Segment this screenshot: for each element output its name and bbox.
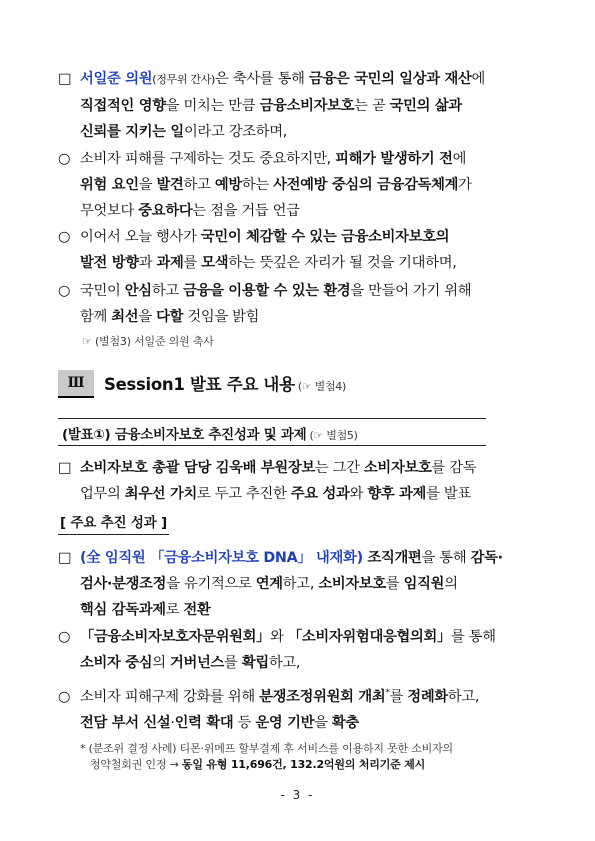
text-run-blue: (全 임직원 「금융소비자보호 DNA」 내재화) <box>80 550 363 566</box>
text-run: 을 통해 <box>421 550 471 566</box>
text-run-bold: 소비자보호 <box>363 460 432 476</box>
text-run: 무엇보다 <box>80 203 139 219</box>
text-run-bold: 임직원 <box>403 576 445 592</box>
text-run-bold: 소비자 중심 <box>80 655 153 671</box>
text-run-bold: 국민이 체감할 수 있는 금융소비자보호의 <box>200 229 450 245</box>
paragraph-commitment <box>58 278 540 330</box>
text-run-bold: 「금융소비자보호자문위원회」 <box>80 629 271 645</box>
text-run-bold: 금융은 국민의 일상과 재산 <box>308 71 472 87</box>
text-run-bold: 예방 <box>214 177 242 193</box>
section-ref: (☞ 별첨4) <box>294 380 346 393</box>
page-number: - 3 - <box>280 788 315 802</box>
text-run: 하는 뜻깊은 자리가 될 것을 기대하며, <box>228 255 457 271</box>
section-title-text: Session1 발표 주요 내용 <box>104 375 295 394</box>
text-run-bold: 조직개편 <box>362 550 422 566</box>
square-bullet-icon: □ <box>58 550 72 566</box>
paragraph-governance <box>58 624 540 676</box>
text-run-bold: 소비자보호 총괄 담당 김욱배 부원장보 <box>80 460 315 476</box>
text-run-bold: 소비자보호 <box>318 576 386 592</box>
text-run-bold: 신뢰를 지키는 일 <box>80 124 184 140</box>
section-title <box>104 371 346 395</box>
text-run: 를 통해 <box>451 629 496 645</box>
text-run: 등 <box>233 714 256 731</box>
subheader-text <box>62 423 358 443</box>
speaker-role: (정무위 간사) <box>152 73 216 86</box>
text-run-bold: 검사·분쟁조정 <box>80 576 167 592</box>
text-run: 함께 <box>80 309 112 325</box>
text-run-bold: 분쟁조정위원회 개최 <box>259 688 386 705</box>
text-run: 로 두고 추진한 <box>197 486 291 502</box>
text-run-bold: 금융을 이용할 수 있는 환경 <box>183 283 351 299</box>
text-run: 하고, <box>282 576 319 592</box>
text-run-bold: 직접적인 영향 <box>80 98 166 114</box>
text-run: 하고, <box>268 655 301 671</box>
text-run: 를 <box>224 655 242 671</box>
section-header <box>58 370 488 398</box>
text-run-bold: 주요 성과 <box>290 486 350 502</box>
text-run: 를 감독 <box>431 460 477 476</box>
square-bullet-icon: □ <box>58 460 72 476</box>
text-run-bold: 국민의 삶과 <box>389 98 462 114</box>
text-run-bold: 운영 기반 <box>255 714 315 731</box>
text-run: 하고 <box>151 283 184 299</box>
text-run-bold: 향후 과제 <box>367 486 427 502</box>
text-run: 하는 <box>241 177 274 193</box>
paragraph-prevention <box>58 146 540 224</box>
text-run: 를 <box>389 688 408 705</box>
circle-bullet-icon: ○ <box>58 283 71 299</box>
footnote-text: 청약철회권 인정 → <box>90 758 182 771</box>
text-run-bold: 모색 <box>201 255 229 271</box>
text-run-bold: 인력 확대 <box>174 714 234 731</box>
footnote-line-1: * (분조위 결정 사례) 티몬·위메프 할부결제 후 서비스를 이용하지 못한 소비자의 <box>80 742 453 755</box>
text-run: 소비자 피해를 구제하는 것도 중요하지만, <box>80 151 336 167</box>
text-run-bold: 전환 <box>183 602 211 618</box>
text-run-bold: 확충 <box>331 714 359 731</box>
text-run: 하고 <box>183 177 215 193</box>
text-run-bold: 정례화 <box>407 688 448 705</box>
text-run: 것임을 밝힘 <box>183 309 260 325</box>
text-run-bold: 거버넌스 <box>170 655 225 671</box>
text-run: 에 <box>471 71 486 87</box>
circle-bullet-icon: ○ <box>58 629 71 645</box>
text-run-bold: 발견 <box>156 177 184 193</box>
text-run: 은 축사를 통해 <box>215 71 309 87</box>
text-run: 소비자 피해구제 강화를 위해 <box>80 688 260 705</box>
footnote-text-bold: 동일 유형 11,696건, 132.2억원의 처리기준 제시 <box>181 758 426 771</box>
text-run: 의 <box>444 576 458 592</box>
text-run: 을 <box>138 309 157 325</box>
text-run: 을 <box>138 177 157 193</box>
text-run: 와 <box>270 629 288 645</box>
paragraph-presenter <box>58 455 540 507</box>
text-run-bold: 과제 <box>156 255 184 271</box>
text-run: 의 <box>152 655 170 671</box>
text-run: 이어서 오늘 행사가 <box>80 229 201 245</box>
speaker-name: 서일준 의원 <box>80 71 153 87</box>
text-run-bold: 「소비자위험대응협의회」 <box>287 629 451 645</box>
text-run: 는 점을 거듭 언급 <box>192 203 300 219</box>
text-run-bold: 사전예방 중심의 금융감독체계 <box>273 177 459 193</box>
text-run-bold: 감독· <box>470 550 503 566</box>
text-run: 을 미치는 만큼 <box>165 98 260 114</box>
text-run-bold: 최선 <box>111 309 139 325</box>
text-run: 이라고 강조하며, <box>183 124 288 140</box>
circle-bullet-icon: ○ <box>58 688 71 705</box>
text-run: 로 <box>165 602 184 618</box>
text-run: 와 <box>349 486 368 502</box>
circle-bullet-icon: ○ <box>58 151 71 167</box>
text-run: 을 <box>314 714 332 731</box>
text-run-bold: 핵심 감독과제 <box>80 602 166 618</box>
text-run: 국민이 <box>80 283 125 299</box>
text-run: 에 <box>452 151 467 167</box>
text-run: 과 <box>138 255 157 271</box>
paragraph-org-reform <box>58 545 540 623</box>
square-bullet-icon: □ <box>58 71 72 87</box>
section-number: Ⅲ <box>58 370 94 398</box>
presentation-subheader <box>58 418 486 446</box>
text-run: 는 그간 <box>314 460 364 476</box>
footnote-marker: * <box>385 688 390 698</box>
text-run-bold: 다할 <box>156 309 184 325</box>
attachment-note: ☞ (별첨3) 서일준 의원 축사 <box>82 335 214 348</box>
text-run-bold: 연계 <box>255 576 283 592</box>
text-run-bold: 위험 요인 <box>80 177 139 193</box>
paragraph-expectation <box>58 224 540 276</box>
text-run-bold: 확립 <box>241 655 269 671</box>
text-run-bold: 최우선 가치 <box>124 486 198 502</box>
paragraph-lawmaker-speech <box>58 66 540 145</box>
subheader-title: (발표①) 금융소비자보호 추진성과 및 과제 <box>62 427 307 443</box>
text-run-bold: 전담 부서 신설 <box>80 714 171 731</box>
text-run: 를 <box>385 576 404 592</box>
text-run: · <box>170 714 175 731</box>
circle-bullet-icon: ○ <box>58 229 71 245</box>
subheader-ref: (☞ 별첨5) <box>306 429 358 442</box>
text-run: 을 만들어 가기 위해 <box>350 283 472 299</box>
text-run-bold: 발전 방향 <box>80 255 139 271</box>
paragraph-dispute <box>58 680 540 736</box>
text-run-bold: 피해가 발생하기 전 <box>335 151 453 167</box>
text-run: 가 <box>458 177 472 193</box>
text-run: 을 유기적으로 <box>166 576 256 592</box>
text-run: 는 곧 <box>354 98 390 114</box>
achievements-label: [ 주요 추진 성과 ] <box>58 512 169 535</box>
text-run-bold: 중요하다 <box>138 203 193 219</box>
text-run: 를 <box>183 255 202 271</box>
footnote-line-2 <box>90 756 425 772</box>
text-run: 하고, <box>447 688 480 705</box>
text-run: 업무의 <box>80 486 125 502</box>
text-run-bold: 금융소비자보호 <box>259 98 355 114</box>
text-run-bold: 안심 <box>124 283 152 299</box>
text-run: 를 발표 <box>426 486 471 502</box>
